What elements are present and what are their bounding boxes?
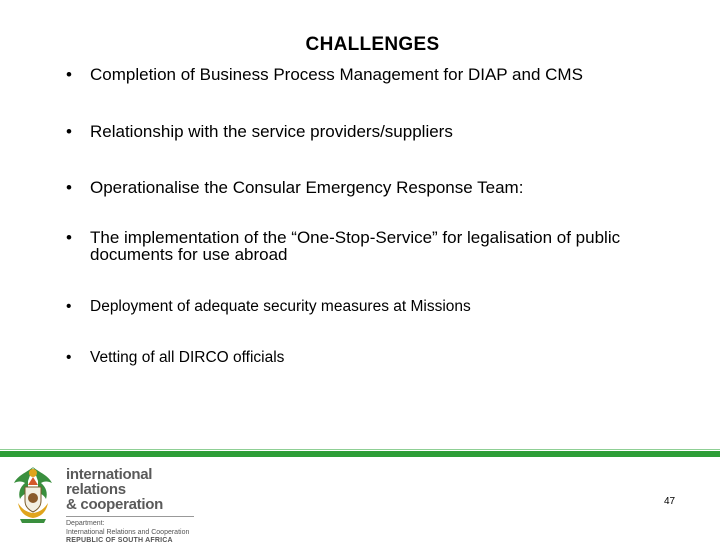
bullet-item	[66, 179, 666, 196]
logo-line-2: & cooperation	[66, 496, 163, 513]
bullet-item	[66, 123, 666, 140]
bullet-item	[66, 298, 666, 315]
dirco-logo	[8, 463, 208, 544]
bullet-text: Vetting of all DIRCO officials	[90, 349, 285, 366]
bullet-text: Deployment of adequate security measures at Missions	[90, 298, 471, 315]
bullet-marker: •	[66, 298, 72, 315]
bullet-marker: •	[66, 122, 72, 141]
bullet-item	[66, 229, 666, 263]
logo-rule	[66, 516, 194, 517]
bullet-marker: •	[66, 65, 72, 84]
logo-line-1: international relations	[66, 466, 153, 498]
slide-title: CHALLENGES	[305, 34, 440, 55]
country-name: REPUBLIC OF SOUTH AFRICA	[66, 537, 173, 544]
bullet-marker: •	[66, 178, 72, 197]
footer-divider	[0, 451, 720, 457]
bullet-text: Completion of Business Process Management for DIAP and CMS	[90, 65, 583, 84]
bullet-text: Operationalise the Consular Emergency Response Team:	[90, 178, 524, 197]
department-name: International Relations and Cooperation	[66, 528, 190, 536]
footer-divider-highlight	[0, 449, 720, 450]
bullet-text: The implementation of the “One-Stop-Service” for legalisation of public documents for use abroad	[90, 228, 621, 264]
bullet-marker: •	[66, 349, 72, 366]
department-label: Department:	[66, 520, 105, 527]
bullet-item	[66, 66, 666, 83]
logo-text	[66, 467, 208, 546]
page-number: 47	[664, 496, 676, 507]
bullet-marker: •	[66, 228, 72, 247]
bullet-item	[66, 349, 666, 366]
coat-of-arms-icon	[8, 463, 58, 527]
bullet-text: Relationship with the service providers/suppliers	[90, 122, 453, 141]
